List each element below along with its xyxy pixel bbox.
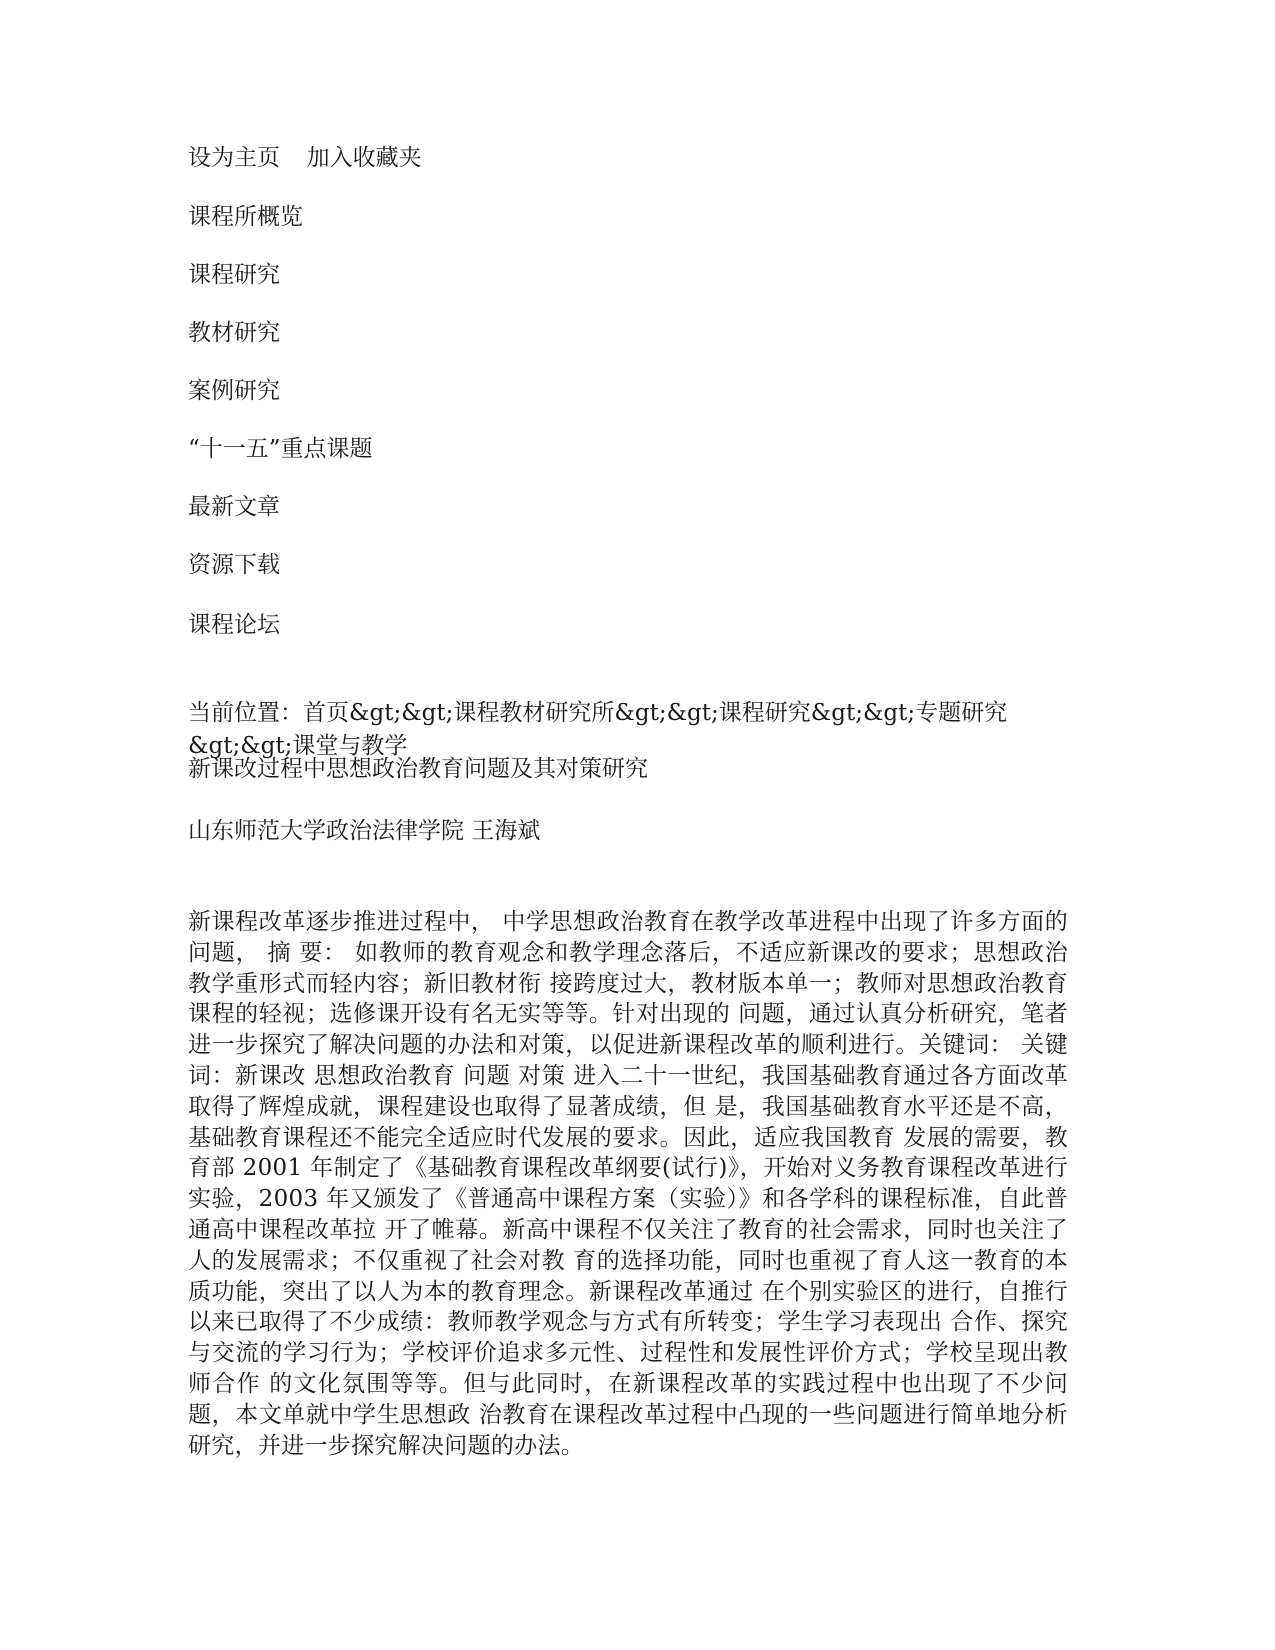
- article-title: 新课改过程中思想政治教育问题及其对策研究: [188, 756, 648, 782]
- nav-item-forum[interactable]: 课程论坛: [188, 612, 280, 638]
- nav-item-key-projects[interactable]: “十一五”重点课题: [188, 436, 373, 462]
- article-body: 新课程改革逐步推进过程中， 中学思想政治教育在教学改革进程中出现了许多方面的问题， 摘 要： 如教师的教育观念和教学理念落后，不适应新课改的要求；思想政治教学重形式而轻内容；新旧教材衔 接跨度过大，教材版本单一；教师对思想政治教育课程的轻视；选修课开设有名无实等等。针对出现的 问题，通过认真分析研究，笔者进一步探究了解决问题的办法和对策，以促进新课程改革的顺利进行。关键词： 关键词：新课改 思想政治教育 问题 对策 进入二十一世纪，我国基础教育通过各方面改革取得了辉煌成就，课程建设也取得了显著成绩，但 是，我国基础教育水平还是不高，基础教育课程还不能完全适应时代发展的要求。因此，适应我国教育 发展的需要，教育部 2001 年制定了《基础教育课程改革纲要(试行)》，开始对义务教育课程改革进行 实验，2003 年又颁发了《普通高中课程方案（实验）》和各学科的课程标准，自此普通高中课程改革拉 开了帷幕。新高中课程不仅关注了教育的社会需求，同时也关注了人的发展需求；不仅重视了社会对教 育的选择功能，同时也重视了育人这一教育的本质功能，突出了以人为本的教育理念。新课程改革通过 在个别实验区的进行，自推行以来已取得了不少成绩：教师教学观念与方式有所转变；学生学习表现出 合作、探究与交流的学习行为；学校评价追求多元性、过程性和发展性评价方式；学校呈现出教师合作 的文化氛围等等。但与此同时，在新课程改革的实践过程中也出现了不少问题，本文单就中学生思想政 治教育在课程改革过程中凸现的一些问题进行简单地分析研究，并进一步探究解决问题的办法。: [188, 909, 1068, 1459]
- breadcrumb-line-1[interactable]: 当前位置：首页&gt;&gt;课程教材研究所&gt;&gt;课程研究&gt;&gt;专题研究: [188, 700, 1008, 726]
- nav-item-latest-articles[interactable]: 最新文章: [188, 494, 280, 520]
- nav-item-overview[interactable]: 课程所概览: [188, 204, 303, 230]
- article-author: 山东师范大学政治法律学院 王海斌: [188, 818, 541, 844]
- breadcrumb-line-2[interactable]: &gt;&gt;课堂与教学: [188, 733, 408, 759]
- nav-item-case-research[interactable]: 案例研究: [188, 378, 280, 404]
- nav-item-resource-download[interactable]: 资源下载: [188, 552, 280, 578]
- top-links: [188, 143, 422, 173]
- nav-item-curriculum-research[interactable]: 课程研究: [188, 262, 280, 288]
- add-favorites-link[interactable]: 加入收藏夹: [306, 145, 422, 171]
- set-home-link[interactable]: 设为主页: [188, 145, 280, 171]
- nav-item-textbook-research[interactable]: 教材研究: [188, 320, 280, 346]
